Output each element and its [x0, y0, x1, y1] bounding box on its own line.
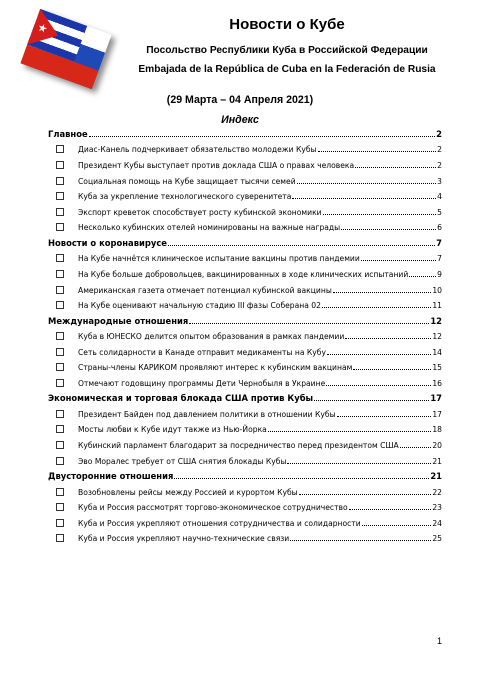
- toc-item[interactable]: [48, 376, 442, 392]
- toc-item[interactable]: [48, 500, 442, 516]
- toc-item[interactable]: [48, 516, 442, 532]
- toc-item-title: Мосты любви к Кубе идут также из Нью-Йорка: [78, 425, 267, 435]
- toc-item-title: Куба и Россия укрепляют научно-технические связи: [78, 534, 290, 544]
- toc-item[interactable]: [48, 174, 442, 190]
- checkbox-bullet-icon: [56, 270, 64, 278]
- toc-item-title: Возобновлены рейсы между Россией и курортом Кубы: [78, 487, 298, 497]
- toc-item[interactable]: [48, 220, 442, 236]
- dot-leader: [318, 151, 437, 152]
- toc-item-page: 2: [437, 160, 442, 170]
- toc-item[interactable]: [48, 438, 442, 454]
- dot-leader: [355, 167, 436, 168]
- toc-item[interactable]: [48, 158, 442, 174]
- toc-item-title: На Кубе больше добровольцев, вакцинированных в ходе клинических испытаний: [78, 269, 409, 279]
- dot-leader: [89, 136, 436, 137]
- toc-item-title: Несколько кубинских отелей номинированы на важные награды: [78, 223, 341, 233]
- dot-leader: [337, 416, 432, 417]
- checkbox-bullet-icon: [56, 363, 64, 371]
- dot-leader: [323, 214, 437, 215]
- toc-item[interactable]: [48, 205, 442, 221]
- checkbox-bullet-icon: [56, 145, 64, 153]
- toc-section-page: 21: [430, 471, 442, 482]
- checkbox-bullet-icon: [56, 519, 64, 527]
- checkbox-bullet-icon: [56, 488, 64, 496]
- toc-item-page: 3: [437, 176, 442, 186]
- toc-item-page: 6: [437, 223, 442, 233]
- toc-item[interactable]: [48, 407, 442, 423]
- subtitle-russian: Посольство Республики Куба в Российской Федерации: [146, 45, 428, 56]
- star-icon: ★: [35, 20, 50, 37]
- dot-leader: [400, 447, 432, 448]
- dot-leader: [297, 183, 437, 184]
- toc-item-page: 2: [437, 145, 442, 155]
- checkbox-bullet-icon: [56, 223, 64, 231]
- toc-item-title: Президент Байден под давлением политики в отношении Кубы: [78, 409, 336, 419]
- toc-section-title: Двусторонние отношения: [48, 471, 174, 482]
- toc-section-title: Новости о коронавирусе: [48, 237, 167, 248]
- toc-item[interactable]: [48, 422, 442, 438]
- toc-item-page: 16: [432, 378, 442, 388]
- toc-item[interactable]: [48, 454, 442, 470]
- toc-item-title: На Кубе начнётся клиническое испытание вакцины против пандемии: [78, 254, 360, 264]
- toc-item-title: Сеть солидарности в Канаде отправит медикаменты на Кубу: [78, 347, 326, 357]
- toc-item-title: Диас-Канель подчеркивает обязательство молодежи Кубы: [78, 145, 317, 155]
- toc-item[interactable]: [48, 531, 442, 547]
- toc-item-page: 11: [432, 301, 442, 311]
- toc-item-page: 17: [432, 409, 442, 419]
- toc-item-title: Эво Моралес требует от США снятия блокады Кубы: [78, 456, 287, 466]
- toc-item-title: Кубинский парламент благодарит за посредничество перед президентом США: [78, 441, 399, 451]
- cuba-flag-stripes: [27, 9, 87, 62]
- dot-leader: [322, 307, 431, 308]
- toc-item-title: Куба и Россия рассмотрят торгово-экономическое сотрудничество: [78, 503, 348, 513]
- date-range: (29 Марта – 04 Апреля 2021): [166, 94, 314, 106]
- document-header: [118, 16, 456, 83]
- toc-item[interactable]: [48, 267, 442, 283]
- checkbox-bullet-icon: [56, 332, 64, 340]
- toc-section-page: 12: [430, 315, 442, 326]
- checkbox-bullet-icon: [56, 301, 64, 309]
- toc-item-title: Отмечают годовщину программы Дети Чернобыля в Украине: [78, 378, 326, 388]
- toc-item[interactable]: [48, 345, 442, 361]
- checkbox-bullet-icon: [56, 348, 64, 356]
- toc-item-title: Социальная помощь на Кубе защищает тысячи семей: [78, 176, 296, 186]
- toc-item-page: 12: [432, 332, 442, 342]
- index-heading: Индекс: [221, 114, 259, 126]
- toc-item-title: Куба и Россия укрепляют отношения сотрудничества и солидарности: [78, 518, 361, 528]
- dot-leader: [287, 463, 431, 464]
- page-number: 1: [436, 636, 442, 646]
- checkbox-bullet-icon: [56, 379, 64, 387]
- toc-section[interactable]: [48, 127, 442, 142]
- checkbox-bullet-icon: [56, 192, 64, 200]
- dot-leader: [353, 369, 431, 370]
- toc-item-page: 5: [437, 207, 442, 217]
- toc-section-title: Международные отношения: [48, 315, 189, 326]
- toc-item-title: На Кубе оценивают начальную стадию III фазы Соберана 02: [78, 301, 321, 311]
- dot-leader: [174, 478, 429, 479]
- cuba-russia-flag-logo: [22, 10, 114, 96]
- toc-section-page: 17: [430, 393, 442, 404]
- dot-leader: [292, 198, 436, 199]
- toc-item[interactable]: [48, 360, 442, 376]
- toc-item-page: 21: [432, 456, 442, 466]
- dot-leader: [361, 260, 436, 261]
- toc-section-page: 2: [436, 129, 442, 139]
- checkbox-bullet-icon: [56, 425, 64, 433]
- table-of-contents: [48, 127, 442, 547]
- toc-item-page: 15: [432, 363, 442, 373]
- checkbox-bullet-icon: [56, 534, 64, 542]
- dot-leader: [299, 494, 432, 495]
- toc-item[interactable]: [48, 485, 442, 501]
- dot-leader: [290, 540, 431, 541]
- toc-section[interactable]: [48, 236, 442, 251]
- checkbox-bullet-icon: [56, 441, 64, 449]
- toc-item-title: Куба за укрепление технологического суверенитета: [78, 192, 292, 202]
- dot-leader: [345, 338, 431, 339]
- toc-item-title: Экспорт креветок способствует росту кубинской экономики: [78, 207, 322, 217]
- toc-section-title: Главное: [48, 129, 88, 139]
- toc-item[interactable]: [48, 251, 442, 267]
- toc-item[interactable]: [48, 283, 442, 299]
- checkbox-bullet-icon: [56, 208, 64, 216]
- toc-item-title: Президент Кубы выступает против доклада США о правах человека: [78, 160, 355, 170]
- dot-leader: [326, 385, 431, 386]
- toc-item-page: 20: [432, 441, 442, 451]
- checkbox-bullet-icon: [56, 503, 64, 511]
- checkbox-bullet-icon: [56, 161, 64, 169]
- toc-item-title: Куба в ЮНЕСКО делится опытом образования в рамках пандемии: [78, 332, 345, 342]
- toc-section[interactable]: [48, 391, 442, 406]
- dot-leader: [349, 509, 432, 510]
- checkbox-bullet-icon: [56, 410, 64, 418]
- checkbox-bullet-icon: [56, 286, 64, 294]
- dot-leader: [268, 431, 432, 432]
- dot-leader: [168, 245, 435, 246]
- toc-item-page: 22: [432, 487, 442, 497]
- dot-leader: [362, 525, 432, 526]
- toc-item[interactable]: [48, 189, 442, 205]
- toc-section[interactable]: [48, 469, 442, 484]
- checkbox-bullet-icon: [56, 457, 64, 465]
- checkbox-bullet-icon: [56, 177, 64, 185]
- toc-item-page: 4: [437, 192, 442, 202]
- toc-section[interactable]: [48, 314, 442, 329]
- dot-leader: [333, 292, 432, 293]
- toc-item[interactable]: [48, 142, 442, 158]
- toc-item[interactable]: [48, 298, 442, 314]
- dot-leader: [327, 354, 431, 355]
- toc-section-page: 7: [436, 237, 442, 248]
- dot-leader: [314, 400, 429, 401]
- toc-item-page: 18: [432, 425, 442, 435]
- toc-item-page: 9: [437, 269, 442, 279]
- toc-item-page: 10: [432, 285, 442, 295]
- toc-item-title: Американская газета отмечает потенциал кубинской вакцины: [78, 285, 332, 295]
- dot-leader: [341, 229, 436, 230]
- toc-item-page: 24: [432, 518, 442, 528]
- toc-item-title: Страны-члены КАРИКОМ проявляют интерес к кубинским вакцинам: [78, 363, 353, 373]
- toc-item-page: 25: [432, 534, 442, 544]
- toc-item-page: 7: [437, 254, 442, 264]
- toc-item[interactable]: [48, 329, 442, 345]
- toc-item-page: 23: [432, 503, 442, 513]
- checkbox-bullet-icon: [56, 254, 64, 262]
- dot-leader: [189, 323, 429, 324]
- subtitle-spanish: Embajada de la República de Cuba en la Federación de Rusia: [138, 64, 436, 75]
- toc-item-page: 14: [432, 347, 442, 357]
- document-title: Новости о Кубе: [229, 16, 345, 33]
- toc-section-title: Экономическая и торговая блокада США против Кубы: [48, 393, 314, 404]
- dot-leader: [409, 276, 436, 277]
